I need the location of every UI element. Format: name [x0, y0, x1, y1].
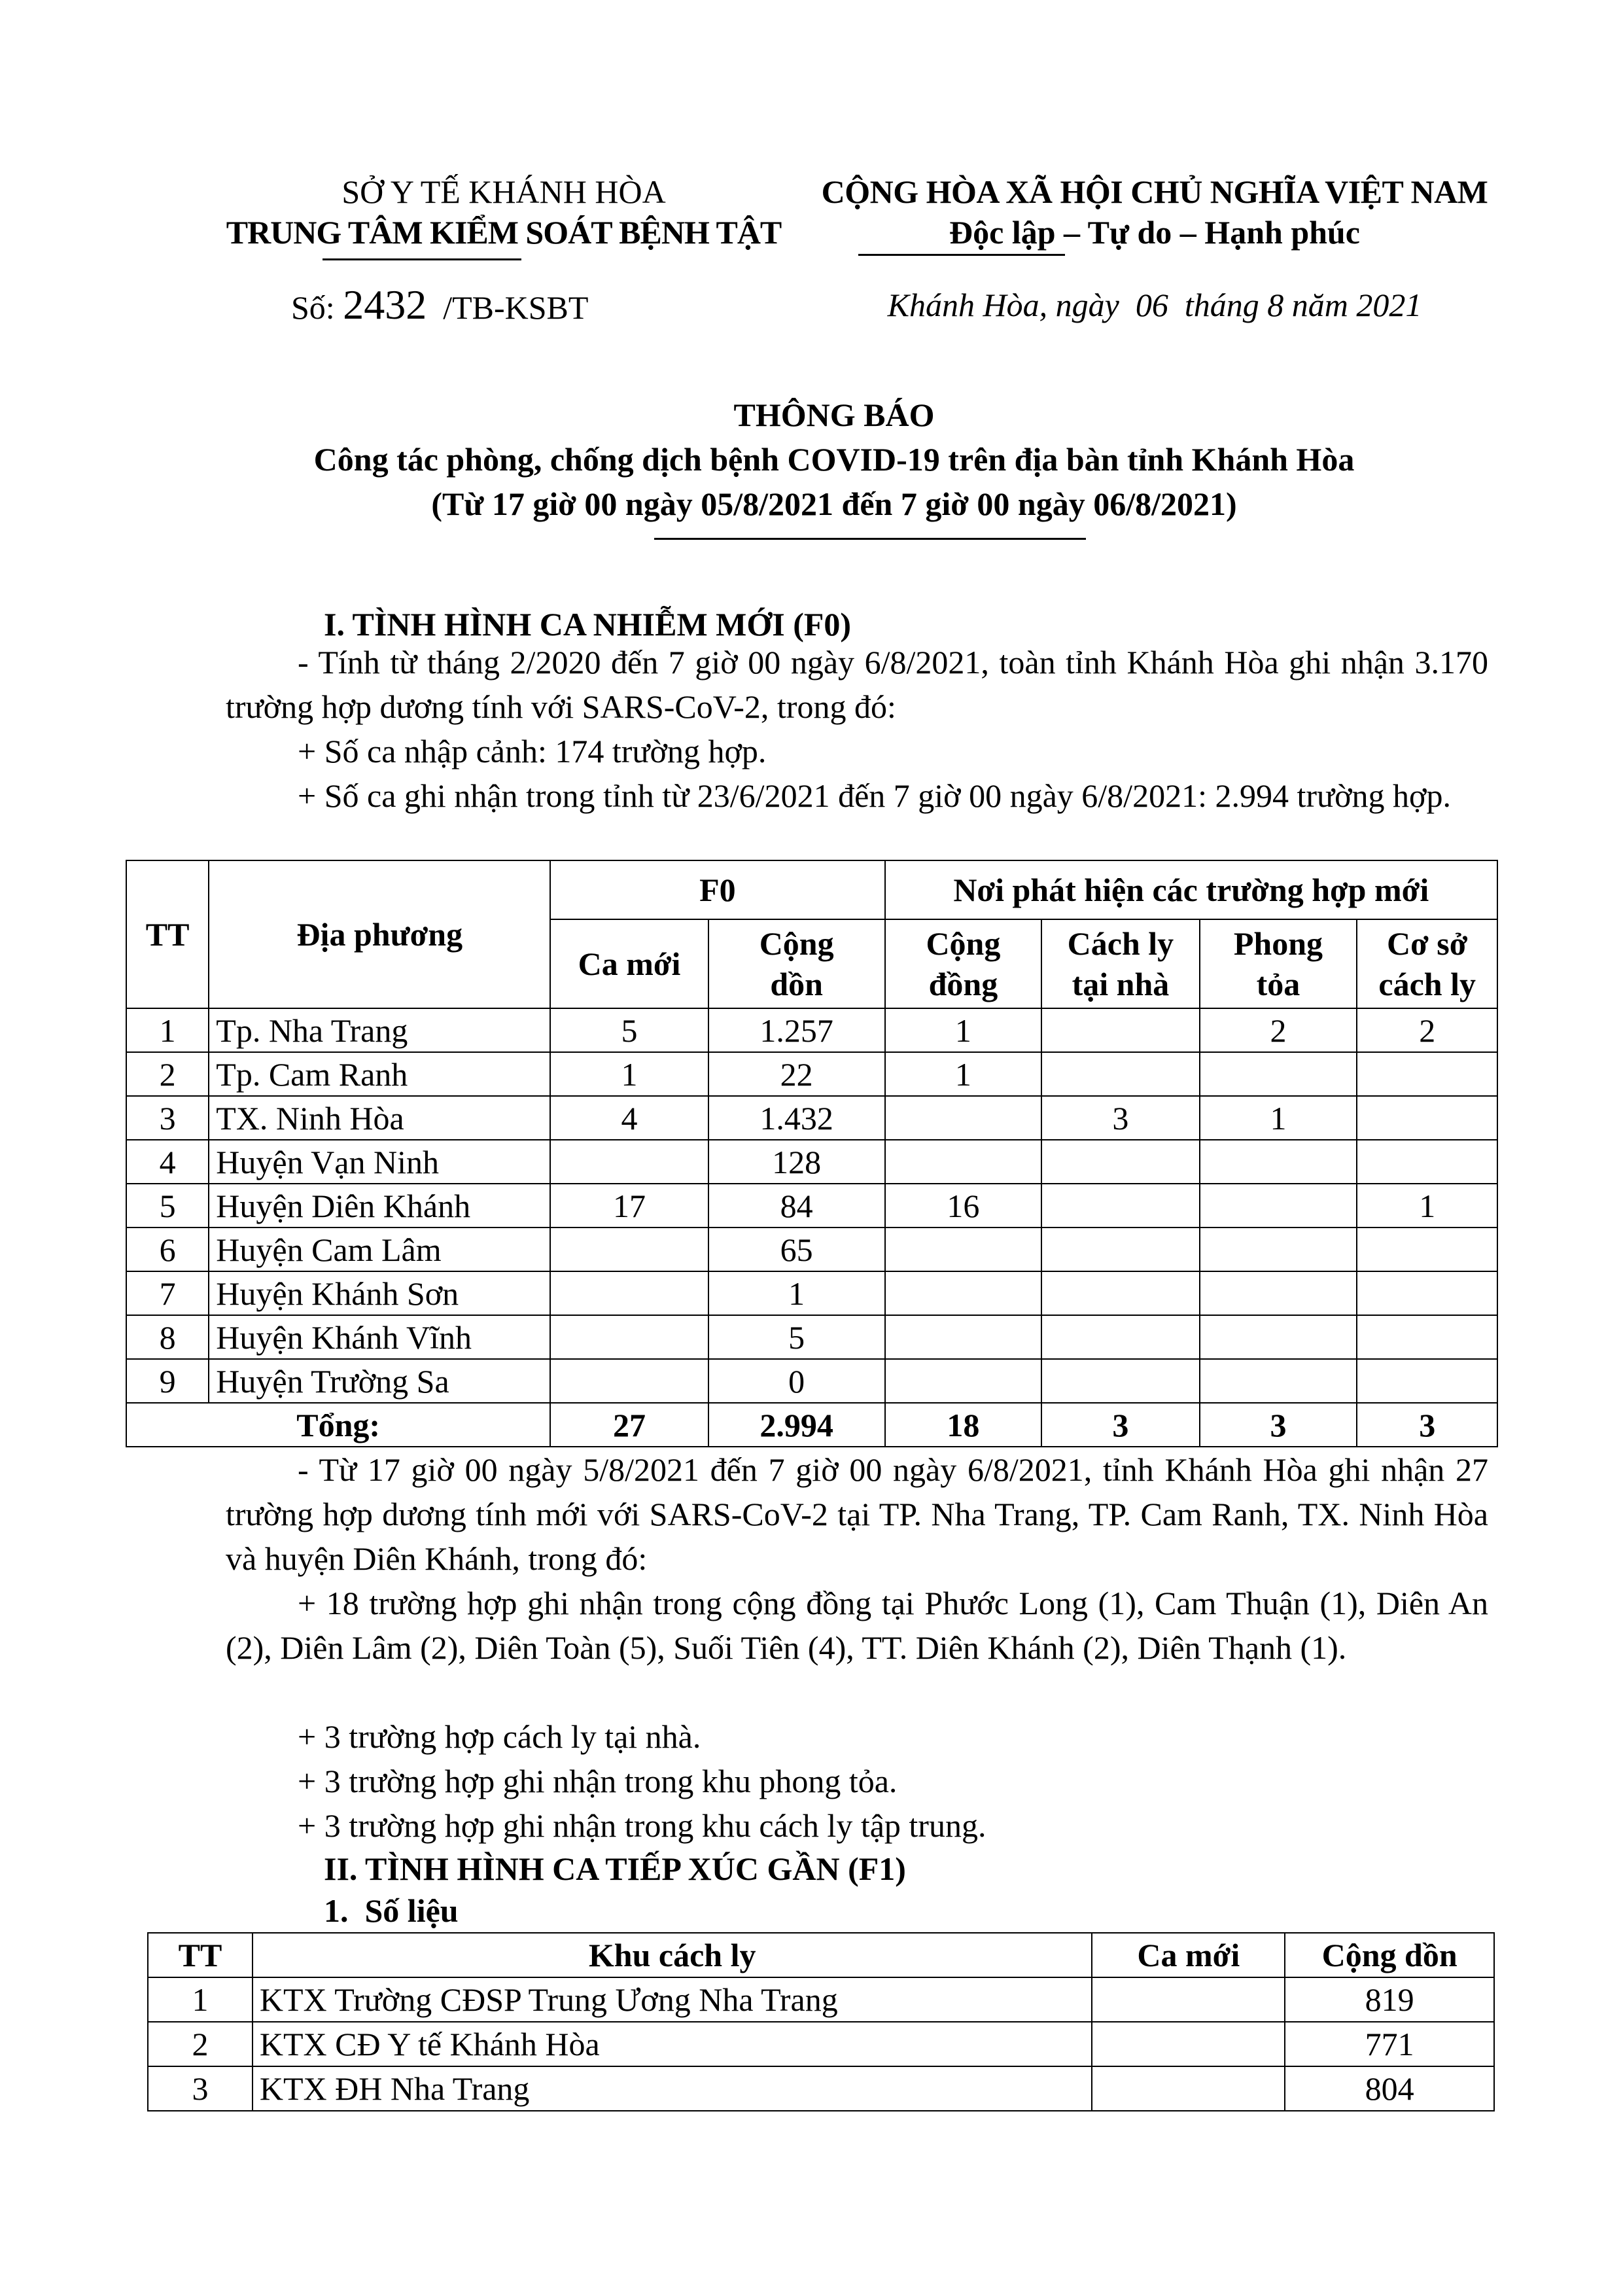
row-community — [885, 1315, 1042, 1359]
table-row — [126, 1008, 1497, 1052]
total-facility: 3 — [1357, 1403, 1497, 1447]
row-new — [550, 1271, 708, 1315]
row-home — [1041, 1315, 1199, 1359]
section2-subheading: 1. Số liệu — [324, 1892, 459, 1929]
row-locality: Huyện Vạn Ninh — [209, 1140, 550, 1184]
row-lockdown — [1200, 1271, 1357, 1315]
row-new — [550, 1227, 708, 1271]
row-new — [550, 1140, 708, 1184]
table-row — [126, 1271, 1497, 1315]
row-tt: 7 — [126, 1271, 209, 1315]
section1-bullet-home: + 3 trường hợp cách ly tại nhà. — [298, 1718, 701, 1755]
row-lockdown: 2 — [1200, 1008, 1357, 1052]
header-new: Ca mới — [1092, 1933, 1285, 1977]
header-facility: Cơ sở cách ly — [1357, 919, 1497, 1008]
total-community: 18 — [885, 1403, 1042, 1447]
header-locality: Địa phương — [209, 860, 550, 1008]
row-tt: 1 — [148, 1977, 253, 2022]
row-lockdown — [1200, 1227, 1357, 1271]
row-cumulative: 128 — [708, 1140, 885, 1184]
row-area: KTX ĐH Nha Trang — [253, 2066, 1092, 2111]
row-home — [1041, 1184, 1199, 1227]
header-lockdown: Phong tỏa — [1200, 919, 1357, 1008]
row-cumulative: 1.257 — [708, 1008, 885, 1052]
total-home: 3 — [1041, 1403, 1199, 1447]
row-cumulative: 65 — [708, 1227, 885, 1271]
row-community: 1 — [885, 1052, 1042, 1096]
document-number — [291, 283, 588, 330]
header-f0: F0 — [550, 860, 884, 919]
row-new — [1092, 1977, 1285, 2022]
header-area: Khu cách ly — [253, 1933, 1092, 1977]
title-underline — [654, 538, 1086, 540]
table-row — [126, 1140, 1497, 1184]
row-community — [885, 1359, 1042, 1403]
total-row — [126, 1403, 1497, 1447]
row-tt: 3 — [126, 1096, 209, 1140]
row-new: 4 — [550, 1096, 708, 1140]
row-home — [1041, 1140, 1199, 1184]
row-facility — [1357, 1271, 1497, 1315]
row-facility — [1357, 1052, 1497, 1096]
number-label: Số: — [291, 289, 335, 326]
row-facility — [1357, 1227, 1497, 1271]
agency-underline — [323, 258, 521, 260]
row-community — [885, 1096, 1042, 1140]
section1-bullet-lockdown: + 3 trường hợp ghi nhận trong khu phong tỏa. — [298, 1763, 898, 1799]
row-community — [885, 1140, 1042, 1184]
row-facility — [1357, 1359, 1497, 1403]
header-new: Ca mới — [550, 919, 708, 1008]
document-title: THÔNG BÁO — [733, 397, 935, 433]
row-facility: 2 — [1357, 1008, 1497, 1052]
row-facility — [1357, 1315, 1497, 1359]
row-new — [550, 1359, 708, 1403]
row-community: 16 — [885, 1184, 1042, 1227]
row-area: KTX Trường CĐSP Trung Ương Nha Trang — [253, 1977, 1092, 2022]
document-subtitle: Công tác phòng, chống dịch bệnh COVID-19 trên địa bàn tỉnh Khánh Hòa — [313, 441, 1355, 478]
row-tt: 9 — [126, 1359, 209, 1403]
row-lockdown — [1200, 1315, 1357, 1359]
section1-para1: - Tính từ tháng 2/2020 đến 7 giờ 00 ngày 6/8/2021, toàn tỉnh Khánh Hòa ghi nhận 3.170 trường hợp dương tính với SARS-CoV-2, trong đó: — [226, 644, 1488, 725]
header-home-isolation: Cách ly tại nhà — [1041, 919, 1199, 1008]
row-tt: 6 — [126, 1227, 209, 1271]
row-cumulative: 804 — [1285, 2066, 1494, 2111]
row-facility — [1357, 1140, 1497, 1184]
table-row — [126, 1052, 1497, 1096]
row-cumulative: 0 — [708, 1359, 885, 1403]
total-lockdown: 3 — [1200, 1403, 1357, 1447]
row-community: 1 — [885, 1008, 1042, 1052]
row-community — [885, 1227, 1042, 1271]
section1-bullet-local: + Số ca ghi nhận trong tỉnh từ 23/6/2021 đến 7 giờ 00 ngày 6/8/2021: 2.994 trường hợp. — [298, 777, 1451, 814]
row-cumulative: 5 — [708, 1315, 885, 1359]
table-row — [126, 1359, 1497, 1403]
row-locality: Huyện Cam Lâm — [209, 1227, 550, 1271]
total-new: 27 — [550, 1403, 708, 1447]
number-value: 2432 — [343, 281, 427, 328]
document-date: Khánh Hòa, ngày 06 tháng 8 năm 2021 — [887, 287, 1422, 323]
row-lockdown — [1200, 1140, 1357, 1184]
row-tt: 8 — [126, 1315, 209, 1359]
issuing-agency-block — [216, 171, 792, 253]
header-tt: TT — [126, 860, 209, 1008]
row-tt: 3 — [148, 2066, 253, 2111]
row-home: 3 — [1041, 1096, 1199, 1140]
row-tt: 5 — [126, 1184, 209, 1227]
row-home — [1041, 1271, 1199, 1315]
section1-bullet-imported: + Số ca nhập cảnh: 174 trường hợp. — [298, 733, 767, 769]
row-new — [550, 1315, 708, 1359]
row-home — [1041, 1052, 1199, 1096]
row-new: 17 — [550, 1184, 708, 1227]
table-row — [126, 1096, 1497, 1140]
national-header-block — [798, 171, 1511, 253]
row-home — [1041, 1359, 1199, 1403]
row-cumulative: 1.432 — [708, 1096, 885, 1140]
unit-name: TRUNG TÂM KIỂM SOÁT BỆNH TẬT — [226, 214, 782, 251]
row-locality: Huyện Khánh Sơn — [209, 1271, 550, 1315]
section1-para2: - Từ 17 giờ 00 ngày 5/8/2021 đến 7 giờ 00 ngày 6/8/2021, tỉnh Khánh Hòa ghi nhận 27 trường hợp dương tính mới với SARS-CoV-2 tại TP. Nha Trang, TP. Cam Ranh, TX. Ninh Hòa và huyện Diên Khánh, trong đó: — [226, 1451, 1488, 1577]
row-home — [1041, 1227, 1199, 1271]
row-tt: 2 — [148, 2022, 253, 2066]
section1-bullet-facility: + 3 trường hợp ghi nhận trong khu cách ly tập trung. — [298, 1807, 986, 1844]
row-lockdown: 1 — [1200, 1096, 1357, 1140]
f0-cases-table — [126, 860, 1498, 1447]
row-lockdown — [1200, 1184, 1357, 1227]
table-row — [148, 2022, 1494, 2066]
header-tt: TT — [148, 1933, 253, 1977]
row-facility: 1 — [1357, 1184, 1497, 1227]
row-tt: 1 — [126, 1008, 209, 1052]
table-row — [126, 1227, 1497, 1271]
table-row — [148, 2066, 1494, 2111]
row-locality: Huyện Khánh Vĩnh — [209, 1315, 550, 1359]
header-community: Cộng đồng — [885, 919, 1042, 1008]
table-row — [126, 1184, 1497, 1227]
country-name: CỘNG HÒA XÃ HỘI CHỦ NGHĨA VIỆT NAM — [821, 173, 1488, 210]
table-row — [148, 1977, 1494, 2022]
row-community — [885, 1271, 1042, 1315]
row-area: KTX CĐ Y tế Khánh Hòa — [253, 2022, 1092, 2066]
row-cumulative: 22 — [708, 1052, 885, 1096]
f1-contacts-table — [147, 1932, 1495, 2111]
section1-bullet-community: + 18 trường hợp ghi nhận trong cộng đồng tại Phước Long (1), Cam Thuận (1), Diên An (2), Diên Lâm (2), Diên Toàn (5), Suối Tiên (4), TT. Diên Khánh (2), Diên Thạnh (1). — [226, 1585, 1488, 1666]
motto-underline — [858, 254, 1065, 256]
row-cumulative: 771 — [1285, 2022, 1494, 2066]
row-cumulative: 1 — [708, 1271, 885, 1315]
header-cumulative: Cộng dồn — [708, 919, 885, 1008]
row-locality: Tp. Cam Ranh — [209, 1052, 550, 1096]
row-locality: Huyện Trường Sa — [209, 1359, 550, 1403]
reporting-period: (Từ 17 giờ 00 ngày 05/8/2021 đến 7 giờ 00 ngày 06/8/2021) — [431, 486, 1237, 522]
row-cumulative: 84 — [708, 1184, 885, 1227]
row-tt: 2 — [126, 1052, 209, 1096]
section1-heading: I. TÌNH HÌNH CA NHIỄM MỚI (F0) — [324, 606, 852, 643]
row-new: 1 — [550, 1052, 708, 1096]
row-tt: 4 — [126, 1140, 209, 1184]
row-locality: TX. Ninh Hòa — [209, 1096, 550, 1140]
total-cumulative: 2.994 — [708, 1403, 885, 1447]
header-cumulative: Cộng dồn — [1285, 1933, 1494, 1977]
row-locality: Huyện Diên Khánh — [209, 1184, 550, 1227]
national-motto: Độc lập – Tự do – Hạnh phúc — [949, 214, 1360, 251]
document-title-block — [196, 393, 1472, 526]
section2-heading: II. TÌNH HÌNH CA TIẾP XÚC GẦN (F1) — [324, 1850, 906, 1887]
row-cumulative: 819 — [1285, 1977, 1494, 2022]
row-new: 5 — [550, 1008, 708, 1052]
row-locality: Tp. Nha Trang — [209, 1008, 550, 1052]
row-lockdown — [1200, 1052, 1357, 1096]
agency-name: SỞ Y TẾ KHÁNH HÒA — [341, 173, 666, 210]
row-new — [1092, 2066, 1285, 2111]
number-suffix: /TB-KSBT — [443, 289, 589, 326]
row-home — [1041, 1008, 1199, 1052]
row-lockdown — [1200, 1359, 1357, 1403]
total-label: Tổng: — [126, 1403, 550, 1447]
row-new — [1092, 2022, 1285, 2066]
header-new-cases-location: Nơi phát hiện các trường hợp mới — [885, 860, 1497, 919]
row-facility — [1357, 1096, 1497, 1140]
table-row — [126, 1315, 1497, 1359]
